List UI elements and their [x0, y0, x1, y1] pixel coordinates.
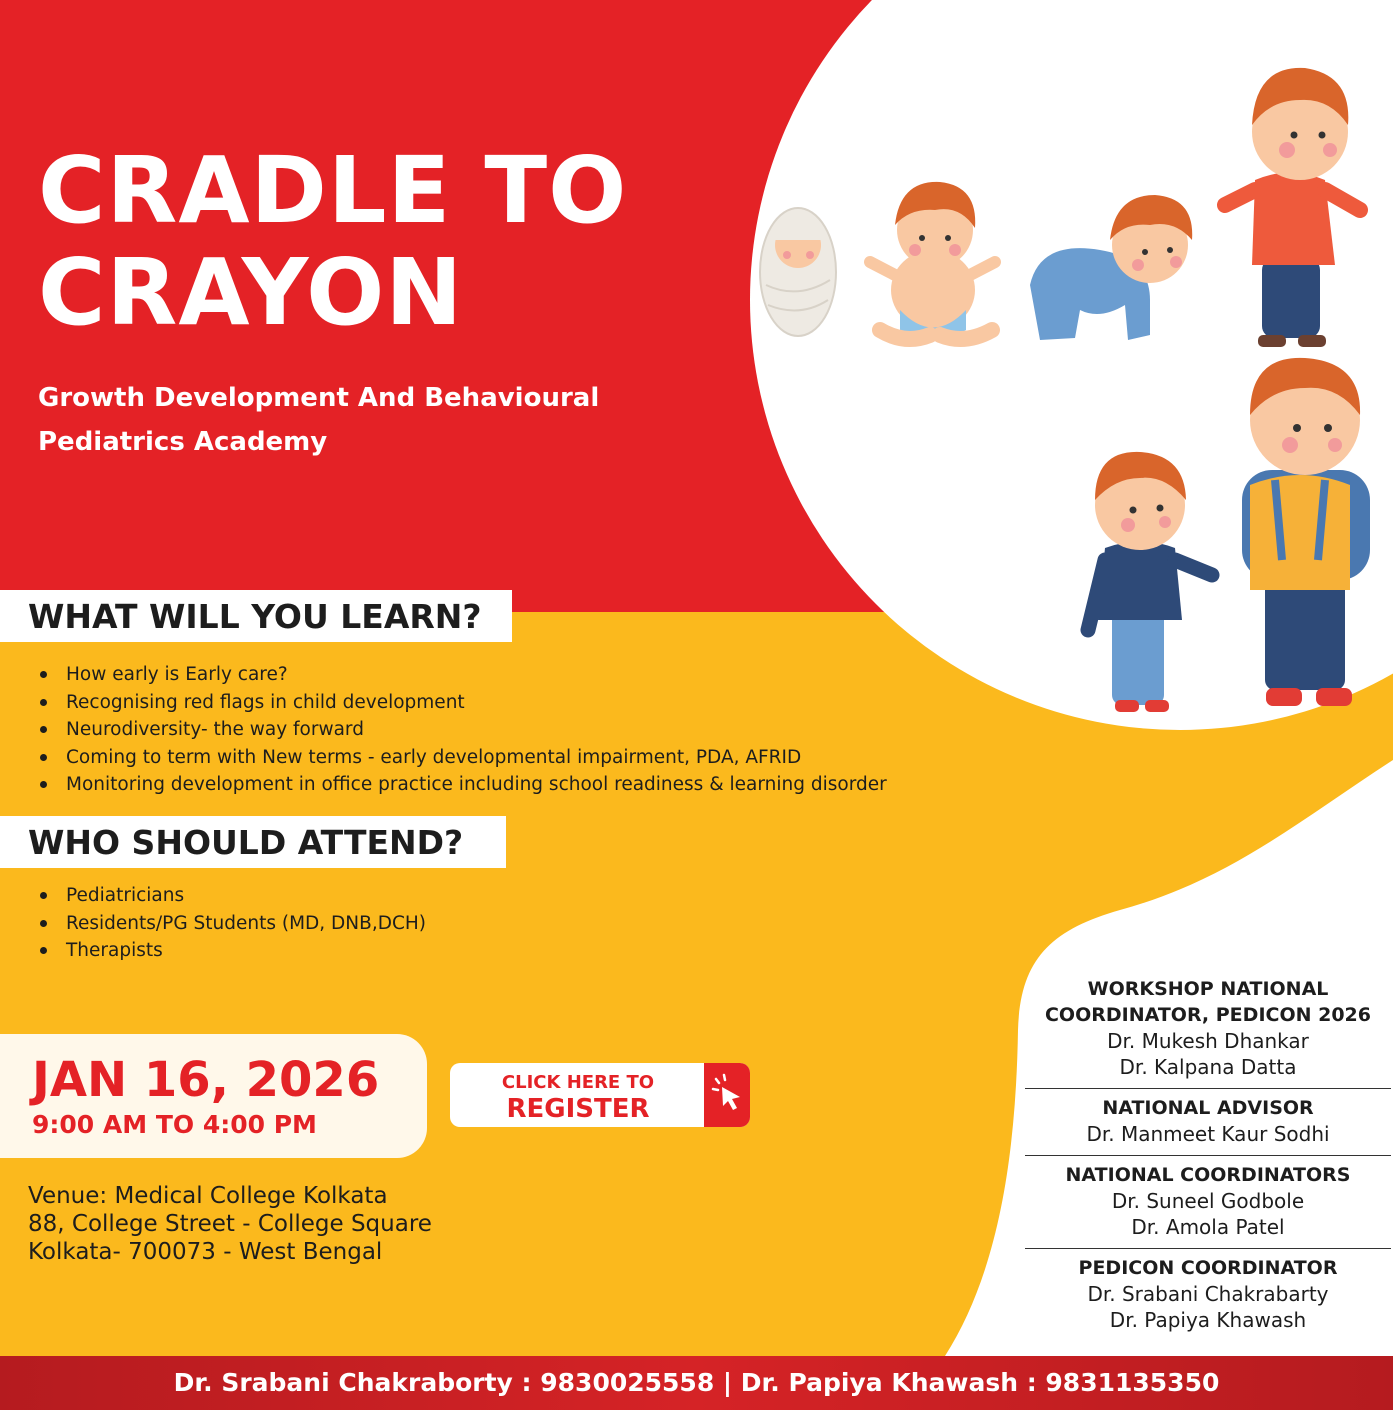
list-item: Neurodiversity- the way forward — [38, 716, 887, 744]
event-time: 9:00 AM TO 4:00 PM — [32, 1110, 317, 1139]
organizer-name: Dr. Papiya Khawash — [1109, 1308, 1307, 1332]
event-date-box — [0, 1034, 427, 1158]
national-advisor-group — [1025, 1088, 1391, 1155]
list-item: Monitoring development in office practice including school readiness & learning disorder — [38, 771, 887, 799]
workshop-coordinator-title-line2: COORDINATOR, PEDICON 2026 — [1044, 1004, 1371, 1026]
pedicon-coordinator-group — [1025, 1248, 1391, 1341]
organizer-name: Dr. Manmeet Kaur Sodhi — [1086, 1122, 1330, 1146]
workshop-coordinator-group — [1025, 970, 1391, 1088]
venue-line3: Kolkata- 700073 - West Bengal — [28, 1239, 383, 1265]
national-advisor-title: NATIONAL ADVISOR — [1102, 1097, 1314, 1119]
register-button[interactable] — [450, 1063, 750, 1127]
crawling-baby-icon — [1030, 195, 1192, 340]
organizer-name: Dr. Mukesh Dhankar — [1107, 1029, 1309, 1053]
list-item: Coming to term with New terms - early developmental impairment, PDA, AFRID — [38, 744, 887, 772]
national-coordinators-title: NATIONAL COORDINATORS — [1065, 1164, 1351, 1186]
venue-address — [28, 1182, 432, 1266]
schoolboy-backpack-icon — [1242, 358, 1370, 706]
event-title-line1: CRADLE TO — [38, 137, 628, 244]
organizer-name: Dr. Suneel Godbole — [1111, 1189, 1305, 1213]
national-coordinators-group — [1025, 1155, 1391, 1248]
event-title — [38, 137, 628, 346]
workshop-coordinator-title — [1025, 976, 1391, 1028]
swaddled-baby-icon — [760, 208, 836, 336]
register-label — [450, 1071, 706, 1123]
organizers-panel — [1025, 970, 1391, 1341]
attend-heading: WHO SHOULD ATTEND? — [0, 816, 506, 868]
event-title-line2: CRAYON — [38, 239, 464, 346]
organizer-name: Dr. Amola Patel — [1131, 1215, 1285, 1239]
register-label-line1: CLICK HERE TO — [501, 1072, 655, 1093]
contact-footer: Dr. Srabani Chakraborty : 9830025558 | Dr. Papiya Khawash : 9831135350 — [0, 1356, 1393, 1410]
organizer-name: Dr. Srabani Chakrabarty — [1087, 1282, 1329, 1306]
child-growth-illustration — [740, 50, 1393, 730]
child-waving-icon — [1088, 452, 1212, 712]
learn-heading: WHAT WILL YOU LEARN? — [0, 590, 512, 642]
organizer-name: Dr. Kalpana Datta — [1119, 1055, 1297, 1079]
register-label-line2: REGISTER — [506, 1094, 650, 1124]
venue-line2: 88, College Street - College Square — [28, 1211, 432, 1237]
list-item: Recognising red flags in child development — [38, 689, 887, 717]
list-item: Residents/PG Students (MD, DNB,DCH) — [38, 910, 426, 938]
event-subtitle-line2: Pediatrics Academy — [38, 427, 328, 457]
event-subtitle-line1: Growth Development And Behavioural — [38, 383, 600, 413]
event-date: JAN 16, 2026 — [32, 1052, 380, 1108]
cursor-click-icon — [704, 1063, 750, 1127]
venue-line1: Venue: Medical College Kolkata — [28, 1183, 388, 1209]
event-subtitle — [38, 376, 678, 464]
list-item: How early is Early care? — [38, 661, 887, 689]
learn-list — [38, 661, 887, 799]
toddler-standing-icon — [1225, 68, 1360, 347]
sitting-baby-icon — [870, 182, 995, 340]
workshop-coordinator-title-line1: WORKSHOP NATIONAL — [1087, 978, 1329, 1000]
attend-list — [38, 882, 426, 965]
list-item: Therapists — [38, 937, 426, 965]
list-item: Pediatricians — [38, 882, 426, 910]
pedicon-coordinator-title: PEDICON COORDINATOR — [1078, 1257, 1338, 1279]
